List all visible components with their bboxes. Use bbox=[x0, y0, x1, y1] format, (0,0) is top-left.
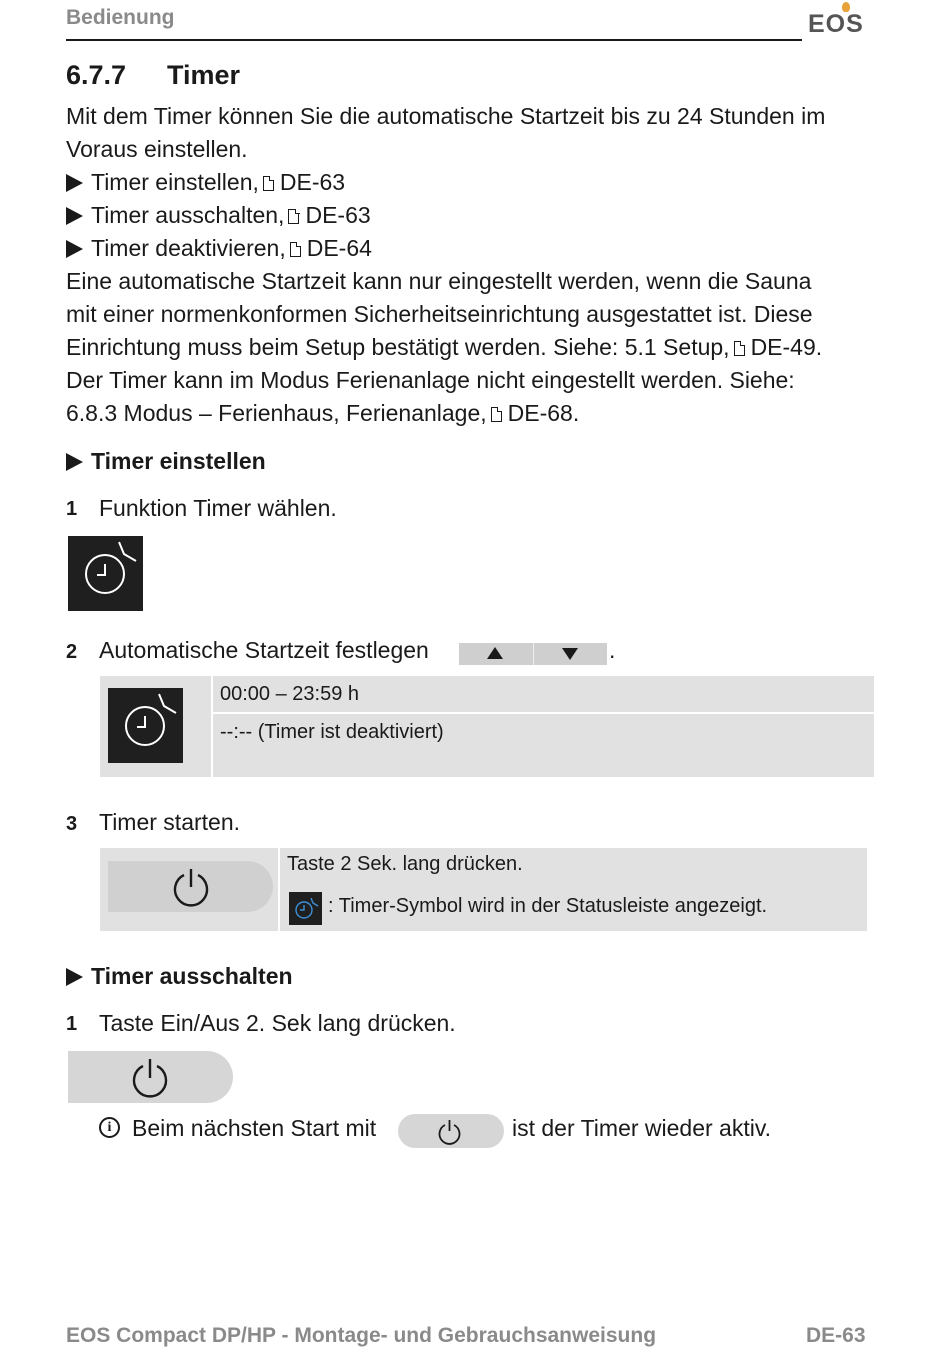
header-section-label: Bedienung bbox=[66, 6, 175, 29]
link-timer-einstellen[interactable]: Timer einstellen, DE-63 bbox=[66, 166, 345, 199]
timer-status-icon bbox=[289, 892, 322, 925]
table-cell-press: Taste 2 Sek. lang drücken. bbox=[287, 853, 523, 875]
power-button[interactable] bbox=[68, 1051, 233, 1103]
play-triangle-icon bbox=[66, 968, 83, 986]
step-text: Timer starten. bbox=[99, 809, 241, 835]
header-rule bbox=[66, 39, 802, 41]
section-title: Timer bbox=[167, 60, 241, 90]
arrow-divider bbox=[533, 643, 534, 665]
timer-icon bbox=[108, 688, 183, 763]
document-icon bbox=[263, 176, 274, 191]
footer-title: EOS Compact DP/HP - Montage- und Gebrauchsanweisung bbox=[66, 1324, 657, 1347]
play-triangle-icon bbox=[66, 453, 83, 471]
step-text: Taste Ein/Aus 2. Sek lang drücken. bbox=[99, 1010, 456, 1036]
info-text-after: ist der Timer wieder aktiv. bbox=[512, 1115, 772, 1141]
table-cell-symbol: : Timer-Symbol wird in der Statusleiste angezeigt. bbox=[328, 895, 768, 917]
document-icon bbox=[288, 209, 299, 224]
startzeit-table bbox=[100, 676, 874, 777]
note-line: Eine automatische Startzeit kann nur eingestellt werden, wenn die Sauna bbox=[66, 268, 812, 294]
link-setup-ref[interactable]: DE-49. bbox=[750, 334, 823, 360]
table-cell-range: 00:00 – 23:59 h bbox=[220, 683, 360, 705]
step-number: 3 bbox=[66, 813, 78, 835]
link-modus-ref[interactable]: DE-68. bbox=[507, 400, 580, 426]
eos-logo: EOS bbox=[806, 2, 870, 42]
info-icon: i bbox=[99, 1117, 120, 1138]
arrow-down-icon[interactable] bbox=[562, 648, 578, 660]
step-text-trail: . bbox=[609, 637, 616, 663]
note-line: mit einer normenkonformen Sicherheitseinrichtung ausgestattet ist. Diese bbox=[66, 301, 813, 327]
link-timer-ausschalten[interactable]: Timer ausschalten, DE-63 bbox=[66, 199, 371, 232]
timer-icon bbox=[68, 536, 143, 611]
intro-line: Voraus einstellen. bbox=[66, 136, 248, 162]
section-number: 6.7.7 bbox=[66, 60, 127, 90]
timer-tile bbox=[108, 688, 183, 763]
power-button-inline[interactable] bbox=[398, 1114, 504, 1148]
document-icon bbox=[491, 407, 502, 422]
step-text: Automatische Startzeit festlegen bbox=[99, 637, 429, 663]
play-triangle-icon bbox=[66, 174, 83, 192]
play-triangle-icon bbox=[66, 207, 83, 225]
step-number: 1 bbox=[66, 498, 78, 520]
note-line: Der Timer kann im Modus Ferienanlage nicht eingestellt werden. Siehe: bbox=[66, 367, 795, 393]
intro-line: Mit dem Timer können Sie die automatische Startzeit bis zu 24 Stunden im bbox=[66, 103, 826, 129]
note-line-setup: Einrichtung muss beim Setup bestätigt werden. Siehe: 5.1 Setup, DE-49. bbox=[66, 334, 823, 360]
power-icon bbox=[108, 861, 273, 912]
timer-start-table bbox=[100, 848, 867, 931]
step-text: Funktion Timer wählen. bbox=[99, 495, 337, 521]
table-divider bbox=[278, 848, 280, 931]
info-text-before: Beim nächsten Start mit bbox=[132, 1115, 377, 1141]
document-icon bbox=[290, 242, 301, 257]
document-icon bbox=[734, 341, 745, 356]
power-icon bbox=[68, 1051, 233, 1103]
arrow-up-icon[interactable] bbox=[487, 647, 503, 659]
arrow-buttons bbox=[459, 643, 607, 665]
step-number: 1 bbox=[66, 1013, 78, 1035]
heading-timer-einstellen: Timer einstellen bbox=[66, 448, 266, 475]
timer-status-tile bbox=[289, 892, 322, 925]
table-cell-deactivated: --:-- (Timer ist deaktiviert) bbox=[220, 721, 444, 743]
note-line-modus: 6.8.3 Modus – Ferienhaus, Ferienanlage, DE-68. bbox=[66, 400, 580, 426]
link-timer-deaktivieren[interactable]: Timer deaktivieren, DE-64 bbox=[66, 232, 372, 265]
table-divider bbox=[211, 676, 213, 777]
step-number: 2 bbox=[66, 641, 78, 663]
power-button[interactable] bbox=[108, 861, 273, 912]
heading-timer-ausschalten: Timer ausschalten bbox=[66, 963, 293, 990]
power-icon bbox=[398, 1114, 504, 1148]
footer-page-number: DE-63 bbox=[806, 1324, 866, 1347]
table-divider bbox=[213, 712, 874, 714]
timer-function-button[interactable] bbox=[68, 536, 143, 611]
play-triangle-icon bbox=[66, 240, 83, 258]
